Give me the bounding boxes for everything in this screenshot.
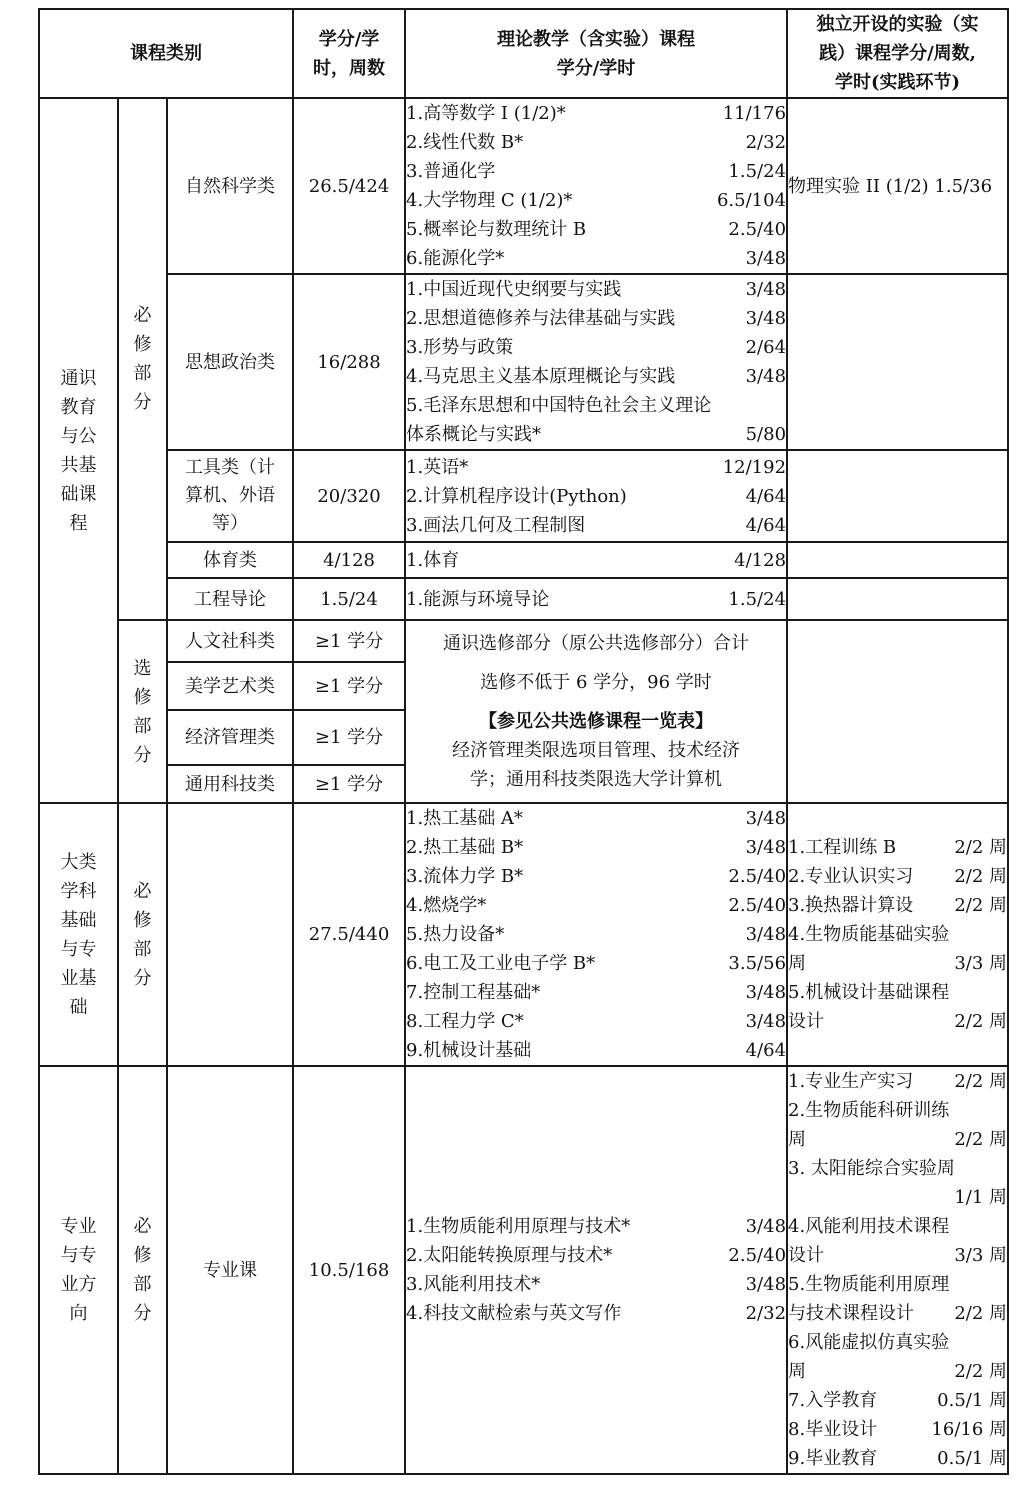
practice-item: 周 3/3 周 <box>788 953 1008 974</box>
row-elective-humanities <box>39 620 1008 662</box>
row-pe <box>39 542 1008 578</box>
header-credits <box>293 9 405 98</box>
courses-pe <box>405 542 787 578</box>
course-item: 4.马克思主义基本原理概论与实践 3/48 <box>406 366 787 387</box>
row-tools <box>39 450 1008 542</box>
header-practice-line3: 学时(实践环节) <box>835 72 961 93</box>
credits-intro: 1.5/24 <box>293 578 405 620</box>
practice-item: 3. 太阳能综合实验周 <box>788 1158 955 1179</box>
practice-item: 3.换热器计算设 2/2 周 <box>788 895 1008 916</box>
practice-item: 设计 3/3 周 <box>788 1245 1008 1266</box>
practice-tools <box>787 450 1008 542</box>
header-practice <box>787 9 1008 98</box>
practice-item: 4.风能利用技术课程 <box>788 1216 950 1237</box>
course-item: 1.高等数学 I (1/2)* 11/176 <box>406 103 787 124</box>
header-theory-line1: 理论教学（含实验）课程 <box>497 28 696 50</box>
courses-natural-science <box>405 98 787 274</box>
practice-major <box>787 1066 1008 1474</box>
practice-basic <box>787 803 1008 1066</box>
course-item: 2.线性代数 B* 2/32 <box>406 132 787 153</box>
row-politics <box>39 274 1008 450</box>
course-item: 4.科技文献检索与英文写作 2/32 <box>406 1303 787 1324</box>
header-row <box>39 9 1008 98</box>
header-practice-line2: 践）课程学分/周数, <box>819 43 976 64</box>
category-elective: 美学艺术类 <box>167 662 293 710</box>
category-natural-science: 自然科学类 <box>167 98 293 274</box>
courses-tools <box>405 450 787 542</box>
credits-politics: 16/288 <box>293 274 405 450</box>
practice-item: 1.专业生产实习 2/2 周 <box>788 1071 1008 1092</box>
course-item: 5.毛泽东思想和中国特色社会主义理论 <box>406 395 712 416</box>
course-item: 1.能源与环境导论 1.5/24 <box>406 588 787 610</box>
courses-major <box>405 1066 787 1474</box>
group-basic-required: 必 修 部 分 <box>118 803 167 1066</box>
courses-intro <box>405 578 787 620</box>
category-pe: 体育类 <box>167 542 293 578</box>
course-item: 1.热工基础 A* 3/48 <box>406 808 787 829</box>
practice-item: 5.生物质能利用原理 <box>788 1274 950 1295</box>
practice-item: 1.工程训练 B 2/2 周 <box>788 837 1008 858</box>
group-basic: 大类 学科 基础 与专 业基 础 <box>39 803 118 1066</box>
practice-item: 1/1 周 <box>954 1187 1008 1208</box>
course-item: 6.能源化学* 3/48 <box>406 248 787 269</box>
course-item: 4.大学物理 C (1/2)* 6.5/104 <box>406 190 787 211</box>
course-item: 3.流体力学 B* 2.5/40 <box>406 866 787 887</box>
practice-item: 8.毕业设计 16/16 周 <box>788 1419 1008 1440</box>
category-elective: 经济管理类 <box>167 710 293 765</box>
practice-item: 周 2/2 周 <box>788 1129 1008 1150</box>
category-basic <box>167 803 293 1066</box>
header-theory <box>405 9 787 98</box>
group-general-required: 必 修 部 分 <box>118 98 167 620</box>
group-general-elective: 选 修 部 分 <box>118 620 167 803</box>
course-item: 5.热力设备* 3/48 <box>406 924 787 945</box>
practice-politics <box>787 274 1008 450</box>
credits-basic: 27.5/440 <box>293 803 405 1066</box>
practice-intro <box>787 578 1008 620</box>
course-item: 3.画法几何及工程制图 4/64 <box>406 514 787 536</box>
practice-item: 9.毕业教育 0.5/1 周 <box>788 1448 1008 1469</box>
practice-item: 7.入学教育 0.5/1 周 <box>788 1390 1008 1411</box>
group-major: 专业 与专 业方 向 <box>39 1066 118 1474</box>
course-item: 4.燃烧学* 2.5/40 <box>406 895 787 916</box>
courses-politics <box>405 274 787 450</box>
credits-tools: 20/320 <box>293 450 405 542</box>
practice-item: 设计 2/2 周 <box>788 1011 1008 1032</box>
practice-item: 5.机械设计基础课程 <box>788 982 950 1003</box>
group-major-required: 必 修 部 分 <box>118 1066 167 1474</box>
course-item: 1.英语* 12/192 <box>406 456 787 478</box>
practice-pe <box>787 542 1008 578</box>
course-item: 8.工程力学 C* 3/48 <box>406 1011 787 1032</box>
courses-basic <box>405 803 787 1066</box>
course-item: 体系概论与实践* 5/80 <box>406 424 787 445</box>
course-item: 1.中国近现代史纲要与实践 3/48 <box>406 279 787 300</box>
course-item: 7.控制工程基础* 3/48 <box>406 982 787 1003</box>
header-credits-line2: 时，周数 <box>313 57 386 79</box>
curriculum-table <box>38 8 1009 1475</box>
credits-elective: ≥1 学分 <box>293 710 405 765</box>
course-item: 9.机械设计基础 4/64 <box>406 1040 787 1061</box>
row-intro <box>39 578 1008 620</box>
practice-item: 4.生物质能基础实验 <box>788 924 950 945</box>
header-theory-line2: 学分/学时 <box>556 57 636 79</box>
practice-electives <box>787 620 1008 803</box>
course-item: 3.形势与政策 2/64 <box>406 337 787 358</box>
header-practice-line1: 独立开设的实验（实 <box>816 14 979 35</box>
practice-item: 与技术课程设计 2/2 周 <box>788 1303 1008 1324</box>
practice-item: 2.专业认识实习 2/2 周 <box>788 866 1008 887</box>
course-item: 1.体育 4/128 <box>406 549 787 571</box>
credits-elective: ≥1 学分 <box>293 620 405 662</box>
course-item: 2.太阳能转换原理与技术* 2.5/40 <box>406 1245 787 1266</box>
credits-pe: 4/128 <box>293 542 405 578</box>
course-item: 3.风能利用技术* 3/48 <box>406 1274 787 1295</box>
category-major: 专业课 <box>167 1066 293 1474</box>
category-tools: 工具类（计 算机、外语 等） <box>167 450 293 542</box>
practice-item: 2.生物质能科研训练 <box>788 1100 950 1121</box>
course-item: 2.思想道德修养与法律基础与实践 3/48 <box>406 308 787 329</box>
credits-natural-science: 26.5/424 <box>293 98 405 274</box>
category-politics: 思想政治类 <box>167 274 293 450</box>
row-basic <box>39 803 1008 1066</box>
credits-elective: ≥1 学分 <box>293 662 405 710</box>
course-item: 2.热工基础 B* 3/48 <box>406 837 787 858</box>
row-natural-science <box>39 98 1008 274</box>
credits-elective: ≥1 学分 <box>293 765 405 803</box>
credits-major: 10.5/168 <box>293 1066 405 1474</box>
practice-natural-science: 物理实验 II (1/2) 1.5/36 <box>787 98 1008 274</box>
course-item: 6.电工及工业电子学 B* 3.5/56 <box>406 953 787 974</box>
course-item: 3.普通化学 1.5/24 <box>406 161 787 182</box>
header-credits-line1: 学分/学 <box>318 28 380 50</box>
elective-note: 通识选修部分（原公共选修部分）合计 选修不低于 6 学分，96 学时 【参见公共选修课程一览表】 经济管理类限选项目管理、技术经济 学；通用科技类限选大学计算机 <box>405 620 787 803</box>
row-major <box>39 1066 1008 1474</box>
practice-item: 周 2/2 周 <box>788 1361 1008 1382</box>
category-intro: 工程导论 <box>167 578 293 620</box>
practice-item: 6.风能虚拟仿真实验 <box>788 1332 950 1353</box>
category-elective: 人文社科类 <box>167 620 293 662</box>
header-category: 课程类别 <box>39 9 293 98</box>
course-item: 1.生物质能利用原理与技术* 3/48 <box>406 1216 787 1237</box>
category-elective: 通用科技类 <box>167 765 293 803</box>
group-general: 通识 教育 与公 共基 础课 程 <box>39 98 118 803</box>
course-item: 2.计算机程序设计(Python) 4/64 <box>406 485 787 507</box>
course-item: 5.概率论与数理统计 B 2.5/40 <box>406 219 787 240</box>
